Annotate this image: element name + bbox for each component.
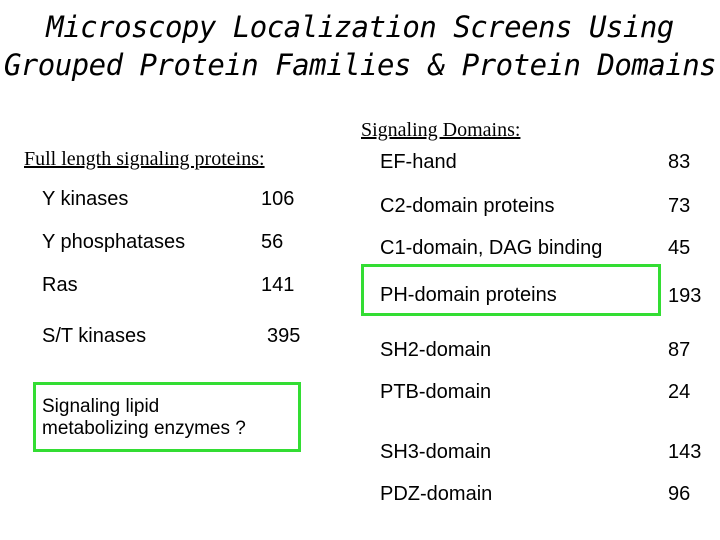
left-row-count: 141 <box>261 274 295 296</box>
right-row-name: PTB-domain <box>380 381 492 403</box>
right-row-count: 193 <box>668 285 702 307</box>
left-heading <box>24 147 265 171</box>
lipid-label-line-2: metabolizing enzymes ? <box>42 418 246 439</box>
right-heading <box>361 118 520 142</box>
right-row-count: 45 <box>668 237 691 259</box>
right-row-count: 73 <box>668 195 691 217</box>
right-row-count: 24 <box>668 381 691 403</box>
slide-title-line-1: Microscopy Localization Screens Using <box>46 10 674 44</box>
left-row-count: 56 <box>261 231 284 253</box>
left-heading-text: Full length signaling proteins: <box>24 148 265 170</box>
left-row-name: Y kinases <box>42 188 129 210</box>
left-row-name: S/T kinases <box>42 325 147 347</box>
left-row-name: Ras <box>42 274 78 296</box>
right-row-count: 83 <box>668 151 691 173</box>
right-row-name: PH-domain proteins <box>380 284 557 306</box>
left-row-name: Y phosphatases <box>42 231 186 253</box>
right-row-name: SH2-domain <box>380 339 492 361</box>
right-row-name: C1-domain, DAG binding <box>380 237 603 259</box>
lipid-enzymes-label <box>42 396 246 440</box>
right-row-count: 143 <box>668 441 702 463</box>
lipid-label-line-1: Signaling lipid <box>42 396 160 417</box>
slide-title-line-2: Grouped Protein Families & Protein Domains <box>3 48 717 82</box>
left-row-count: 106 <box>261 188 295 210</box>
right-row-count: 87 <box>668 339 691 361</box>
right-row-name: PDZ-domain <box>380 483 493 505</box>
right-row-count: 96 <box>668 483 691 505</box>
right-row-name: C2-domain proteins <box>380 195 555 217</box>
left-row-count: 395 <box>267 325 301 347</box>
right-heading-text: Signaling Domains: <box>361 119 521 141</box>
right-row-name: SH3-domain <box>380 441 492 463</box>
slide-title <box>0 8 720 84</box>
right-row-name: EF-hand <box>380 151 457 173</box>
